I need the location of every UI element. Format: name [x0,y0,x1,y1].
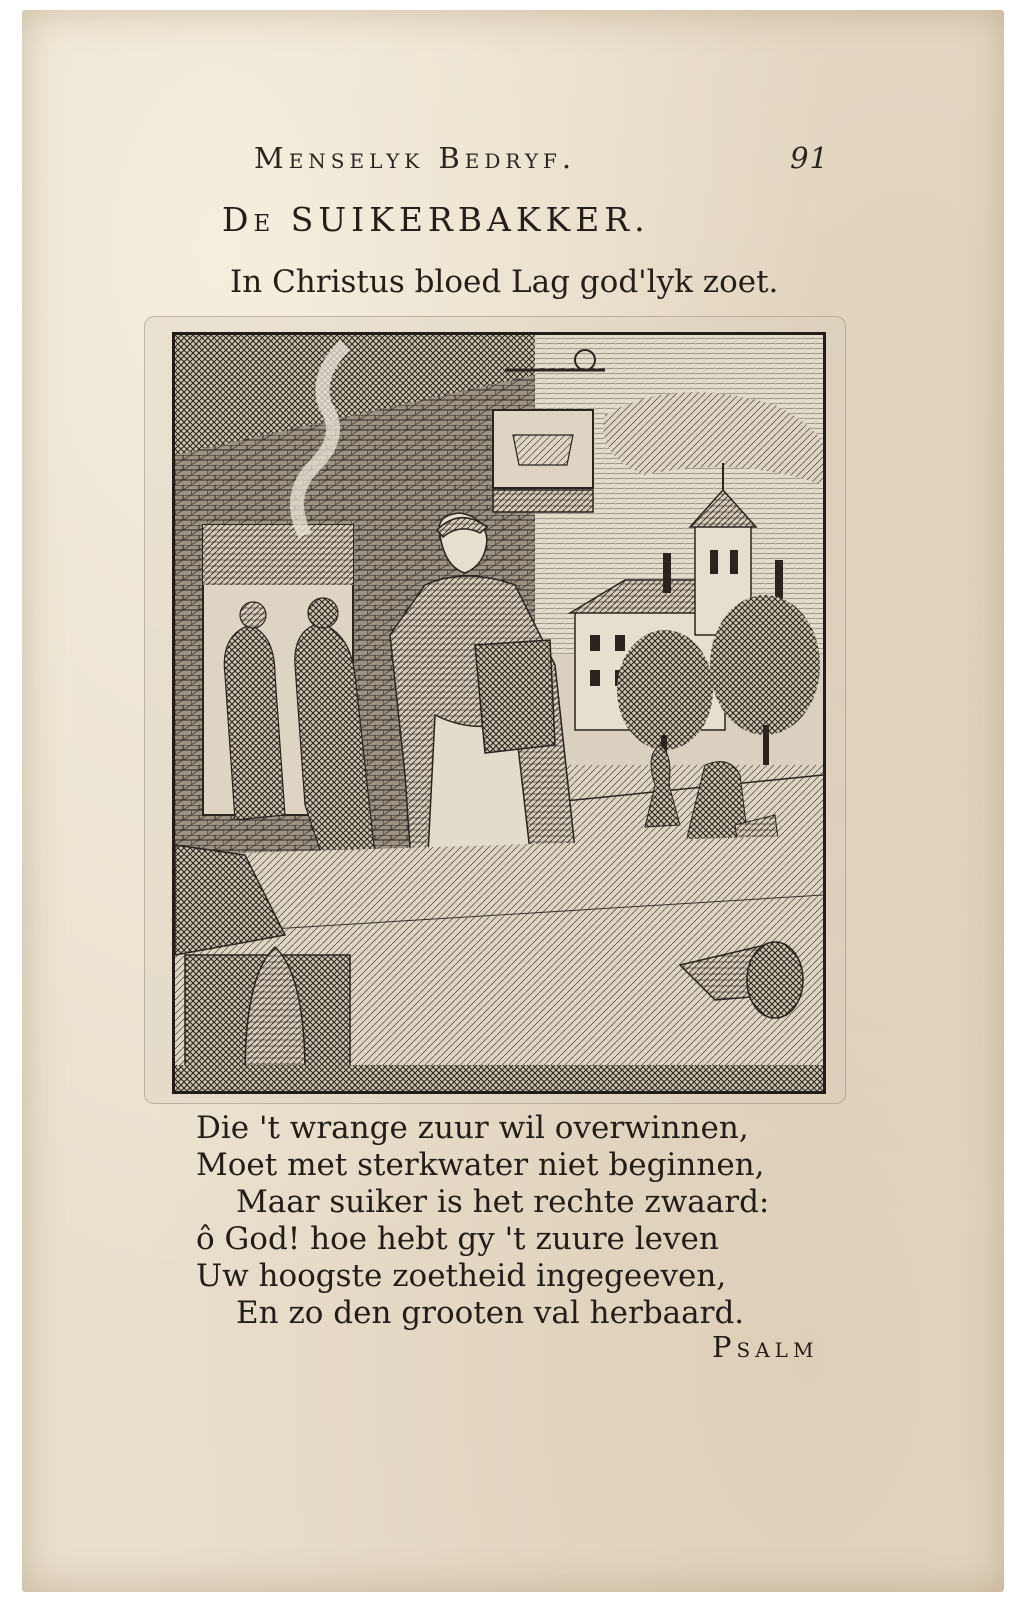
poem-line: En zo den grooten val herbaard. [236,1295,745,1331]
tree [617,630,713,750]
catchword: Psalm [712,1330,819,1364]
engraving-sugar-baker-icon [172,332,826,1094]
poem-line: Moet met sterkwater niet beginnen, [196,1147,765,1183]
running-title: Menselyk Bedryf. [254,141,577,175]
engraving-illustration [175,335,823,1091]
page-title: De SUIKERBAKKER. [222,200,650,239]
motto: In Christus bloed Lag god'lyk zoet. [230,264,779,300]
tree [710,595,820,735]
page-number: 91 [790,141,829,175]
poem [196,1110,770,1332]
paper-page [22,10,1004,1592]
poem-line: Uw hoogste zoetheid ingegeeven, [196,1258,727,1294]
sugar-mould [475,640,555,753]
poem-line: ô God! hoe hebt gy 't zuure leven [196,1221,719,1257]
running-head [254,141,829,177]
poem-line: Maar suiker is het rechte zwaard: [236,1184,770,1220]
poem-line: Die 't wrange zuur wil overwinnen, [196,1110,749,1146]
